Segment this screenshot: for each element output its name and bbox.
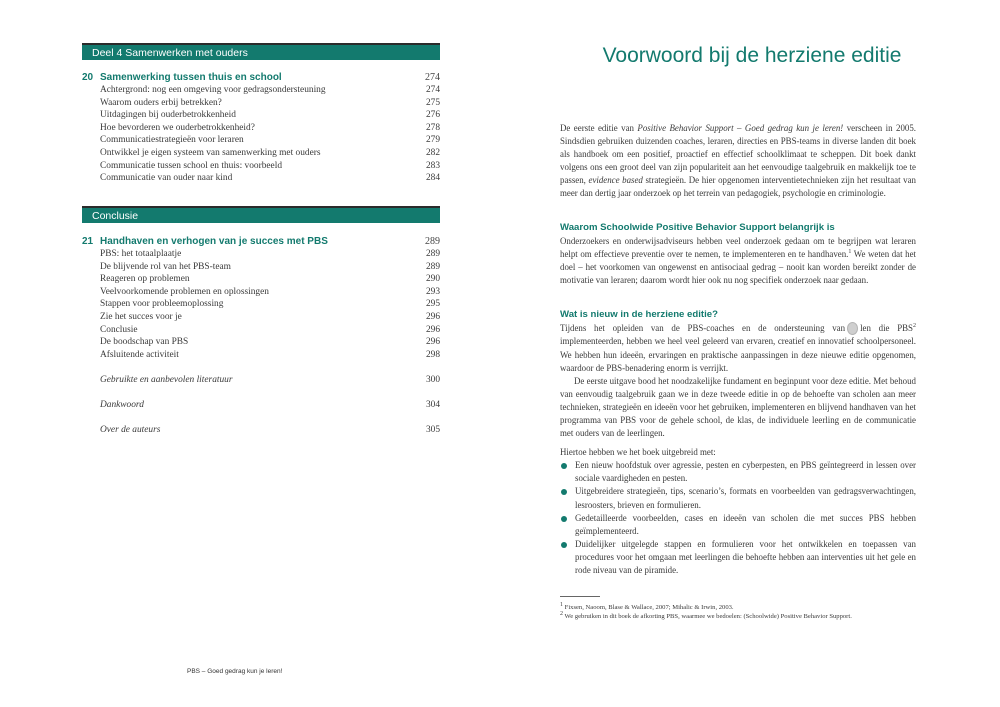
section2-text-2: len die PBS [860, 323, 913, 333]
toc-entry-page: 276 [425, 110, 440, 121]
toc-entry[interactable] [82, 298, 440, 311]
toc-entry[interactable] [82, 84, 440, 97]
toc-entry-page: 282 [425, 147, 440, 158]
toc-entry[interactable] [82, 109, 440, 122]
chapter-heading[interactable] [82, 71, 440, 84]
toc-entry-title: Waarom ouders erbij betrekken? [100, 97, 222, 108]
toc-entry-title: Veelvoorkomende problemen en oplossingen [100, 286, 269, 297]
footnote-text: Fixsen, Naoom, Blase & Wallace, 2007; Mihalic & Irwin, 2003. [563, 604, 734, 611]
toc-extra-title: Dankwoord [100, 400, 144, 410]
footnote-number: 1 [560, 601, 563, 608]
toc-entry[interactable] [82, 160, 440, 173]
toc-extra-page: 300 [425, 375, 440, 385]
italic-term: evidence based [588, 175, 643, 186]
page-title: Voorwoord bij de herziene editie [602, 44, 902, 67]
toc-extra-acknowledgements[interactable] [100, 400, 440, 410]
section2-body [560, 322, 916, 577]
toc-entry[interactable] [82, 172, 440, 185]
toc-entry-page: 275 [425, 97, 440, 108]
toc-entry-page: 283 [425, 160, 440, 171]
section2-text-3: implementeerden, hebben we heel veel geleerd van ervaren, creatief en innovatief schoolpersoneel. We hebben hun ideeën, ervaringen en praktische aanpassingen in deze nieuwe editie opgenomen, waardoor de PBS-benadering enorm is verrijkt. [560, 336, 916, 373]
toc-entry[interactable] [82, 349, 440, 362]
toc-extra-literature[interactable] [100, 375, 440, 385]
footnote-ref[interactable]: 2 [913, 323, 916, 330]
toc-entry-page: 274 [425, 85, 440, 95]
toc-entry[interactable] [82, 324, 440, 337]
toc-chapter-21 [82, 235, 440, 361]
chapter-number: 21 [82, 236, 94, 247]
section-heading: Wat is nieuw in de herziene editie? [560, 309, 718, 320]
conclusion-header: Conclusie [82, 206, 440, 223]
toc-entry-page: 296 [425, 324, 440, 335]
toc-entry-page: 279 [425, 135, 440, 146]
toc-extra-page: 304 [425, 400, 440, 410]
toc-entry-title: Communicatie van ouder naar kind [100, 173, 233, 184]
toc-entry-title: Stappen voor probleemoplossing [100, 299, 224, 310]
intro-text-middle: verscheen in 2005. Sindsdien gebruiken duizenden coaches, leraren, directies en PBS-teams in diverse landen dit boek als handboek om een positief, proactief en effectief schoolklimaat te scheppen. Dit boek dankt volgens ons een groot deel van zijn populariteit aan het eenvoudige taalgebruik en makkelijk toe te passen, [560, 123, 916, 186]
book-title: Positive Behavior Support – Goed gedrag kun je leren! [637, 123, 844, 133]
toc-entry-page: 295 [425, 299, 440, 310]
footnote-text: We gebruiken in dit boek de afkorting PBS, waarmee we bedoelen: (Schoolwide) Positive Behavior Support. [563, 613, 852, 620]
toc-extra-authors[interactable] [100, 425, 440, 435]
toc-entry-page: 293 [425, 286, 440, 297]
toc-entry[interactable] [82, 248, 440, 261]
list-item: Een nieuw hoofdstuk over agressie, pesten en cyberpesten, en PBS geïntegreerd in lessen over sociale vaardigheden en pesten. [560, 459, 916, 485]
section1-paragraph [560, 235, 916, 287]
footnote [560, 612, 916, 621]
toc-entry-title: Achtergrond: nog een omgeving voor gedragsondersteuning [100, 85, 326, 95]
chapter-heading[interactable] [82, 235, 440, 248]
toc-entry-page: 290 [425, 274, 440, 285]
toc-extra-page: 305 [425, 425, 440, 435]
toc-entry-page: 298 [425, 349, 440, 360]
footnote-number: 2 [560, 610, 563, 617]
toc-entry[interactable] [82, 273, 440, 286]
footnotes [560, 603, 916, 621]
toc-entry-title: Reageren op problemen [100, 274, 190, 285]
toc-extra-title: Gebruikte en aanbevolen literatuur [100, 375, 233, 385]
intro-text-end: strategieën. De hier opgenomen interventietechnieken zijn het resultaat van meer dan dertig jaar onderzoek op het terrein van pedagogiek, psychologie en criminologie. [560, 175, 916, 199]
toc-entry[interactable] [82, 97, 440, 110]
toc-entry-page: 296 [425, 311, 440, 322]
section2-text-1: Tijdens het opleiden van de PBS-coaches en de ondersteuning van [560, 323, 846, 333]
intro-paragraph [560, 122, 916, 201]
footnote [560, 603, 916, 612]
right-page [500, 0, 1000, 707]
toc-entry-title: Hoe bevorderen we ouderbetrokkenheid? [100, 122, 255, 133]
toc-entry[interactable] [82, 147, 440, 160]
section1-text-1: Onderzoekers en onderwijsadviseurs hebben veel onderzoek gedaan om te begrijpen wat leraren helpt om effectieve preventie over te nemen, te implementeren en te handhaven. [560, 236, 916, 260]
scan-blemish [847, 322, 858, 335]
toc-entry-title: Afsluitende activiteit [100, 349, 179, 360]
feature-list [560, 459, 916, 577]
section-heading: Waarom Schoolwide Positive Behavior Support belangrijk is [560, 222, 835, 233]
toc-entry-title: De boodschap van PBS [100, 337, 189, 348]
toc-entry[interactable] [82, 336, 440, 349]
toc-entry-title: Communicatiestrategieën voor leraren [100, 135, 244, 146]
toc-entry-page: 278 [425, 122, 440, 133]
chapter-title: Samenwerking tussen thuis en school [100, 72, 282, 83]
chapter-number: 20 [82, 72, 94, 83]
toc-chapter-20 [82, 71, 440, 185]
toc-entry-title: Zie het succes voor je [100, 311, 182, 322]
list-item: Duidelijker uitgelegde stappen en formulieren voor het ontwikkelen en toepassen van procedures voor het omgaan met leerlingen die behoefte hebben aan interventies uit het gele en rode niveau van de piramide. [560, 538, 916, 577]
footnote-divider [560, 596, 600, 597]
section2-paragraph-3: Hiertoe hebben we het boek uitgebreid met: [560, 447, 716, 458]
intro-text-start: De eerste editie van [560, 123, 638, 133]
footnote-ref[interactable]: 1 [848, 249, 852, 256]
section2-paragraph-2: De eerste uitgave bood het noodzakelijke fundament en beginpunt voor deze editie. Met behoud van eenvoudig taalgebruik gaan we in deze tweede editie in op de behoefte van scholen aan meer technieken, strategieën en ideeën voor het gebruiken, implementeren en blijvend handhaven van het programma van PBS voor de gehele school, de klas, de individuele leerling en de communicatie met ouders van de leerlingen. [560, 375, 916, 439]
toc-entry-title: Ontwikkel je eigen systeem van samenwerking met ouders [100, 147, 321, 158]
toc-entry-page: 289 [425, 249, 440, 259]
list-item: Uitgebreidere strategieën, tips, scenario’s, formats en voorbeelden van gedragsverwachtingen, lesroosters, brieven en formulieren. [560, 485, 916, 511]
toc-entry[interactable] [82, 122, 440, 135]
toc-entry[interactable] [82, 261, 440, 274]
running-footer: PBS – Goed gedrag kun je leren! [187, 668, 283, 675]
toc-entry-title: De blijvende rol van het PBS-team [100, 261, 231, 272]
part-header: Deel 4 Samenwerken met ouders [82, 43, 440, 60]
section1-text-2: We weten dat het doel – het voorkomen van ongewenst en antisociaal gedrag – nooit kan worden bereikt zonder de motivatie van leraren; daarom wordt hier ook nu nog specifiek onderzoek naar gedaan. [560, 249, 916, 286]
chapter-title: Handhaven en verhogen van je succes met PBS [100, 236, 328, 247]
toc-entry-title: Uitdagingen bij ouderbetrokkenheid [100, 110, 236, 121]
list-item: Gedetailleerde voorbeelden, cases en ideeën van scholen die met succes PBS hebben geïmplementeerd. [560, 512, 916, 538]
toc-extra-title: Over de auteurs [100, 425, 161, 435]
chapter-page: 289 [425, 236, 440, 247]
chapter-page: 274 [425, 72, 440, 83]
toc-entry[interactable] [82, 286, 440, 299]
toc-entry-title: PBS: het totaalplaatje [100, 249, 182, 259]
toc-entry-title: Communicatie tussen school en thuis: voorbeeld [100, 160, 283, 171]
toc-entry[interactable] [82, 134, 440, 147]
toc-entry-page: 289 [425, 261, 440, 272]
toc-entry-title: Conclusie [100, 324, 138, 335]
toc-entry-page: 284 [425, 173, 440, 184]
toc-entry-page: 296 [425, 337, 440, 348]
toc-entry[interactable] [82, 311, 440, 324]
